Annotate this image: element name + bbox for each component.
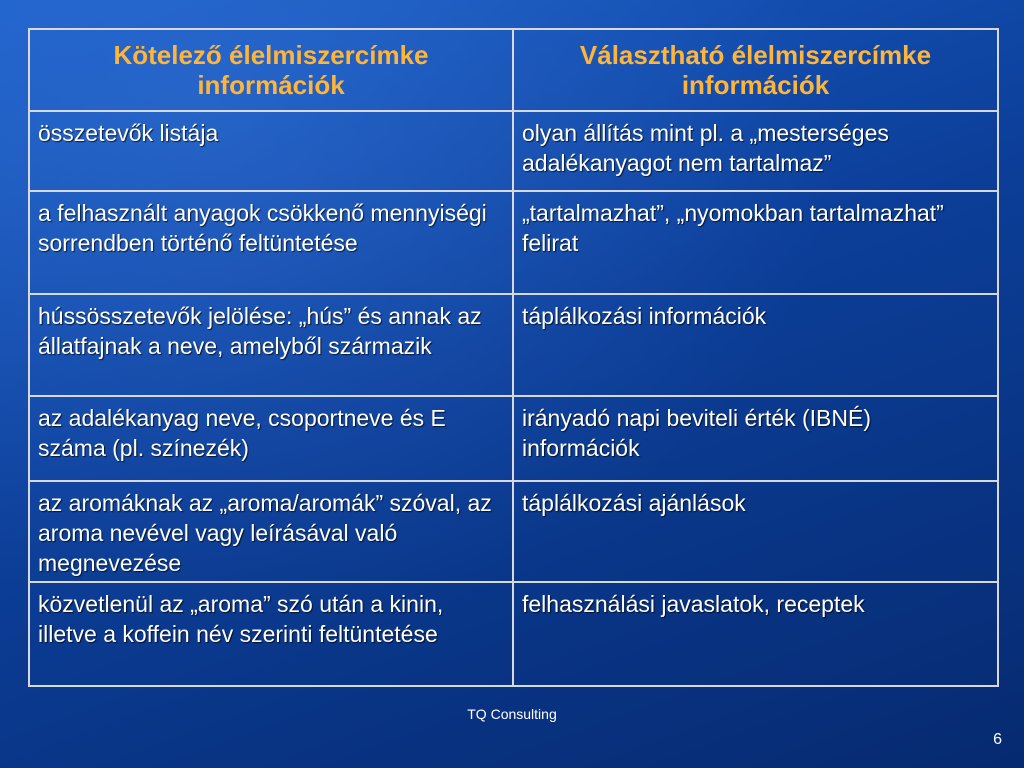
table-cell: felhasználási javaslatok, receptek [513,582,998,686]
header-mandatory: Kötelező élelmiszercímke információk [29,29,513,111]
table-cell: „tartalmazhat”, „nyomokban tartalmazhat” felirat [513,191,998,294]
table-cell: összetevők listája [29,111,513,191]
table-cell: táplálkozási információk [513,294,998,396]
table-cell: olyan állítás mint pl. a „mesterséges adalékanyagot nem tartalmaz” [513,111,998,191]
table-cell: hússösszetevők jelölése: „hús” és annak az állatfajnak a neve, amelyből származik [29,294,513,396]
page-number: 6 [993,731,1002,748]
table-row [29,294,998,396]
table-row [29,111,998,191]
labeling-info-table [28,28,999,687]
table-cell: táplálkozási ajánlások [513,481,998,582]
header-optional: Választható élelmiszercímke információk [513,29,998,111]
table-cell: az adalékanyag neve, csoportneve és E száma (pl. színezék) [29,396,513,481]
table-header-row [29,29,998,111]
footer-text: TQ Consulting [467,706,557,722]
table-row [29,582,998,686]
table-cell: a felhasznált anyagok csökkenő mennyiségi sorrendben történő feltüntetése [29,191,513,294]
table-row [29,481,998,582]
table-row [29,191,998,294]
table-cell: közvetlenül az „aroma” szó után a kinin, illetve a koffein név szerinti feltüntetése [29,582,513,686]
table-cell: az aromáknak az „aroma/aromák” szóval, az aroma nevével vagy leírásával való megnevezése [29,481,513,582]
table-row [29,396,998,481]
table-cell: irányadó napi beviteli érték (IBNÉ) információk [513,396,998,481]
